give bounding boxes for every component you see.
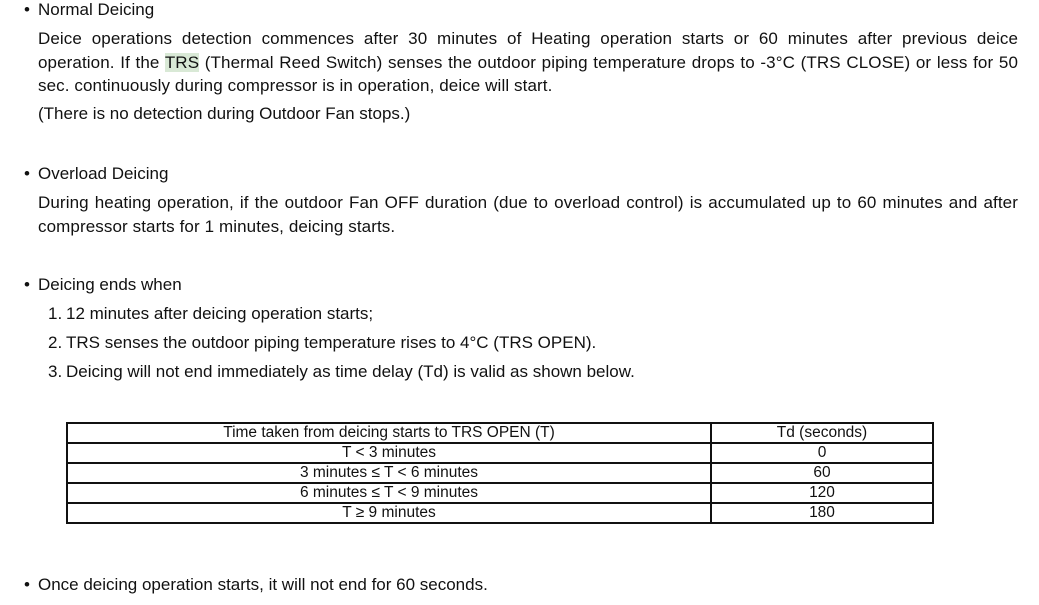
bullet-icon: • bbox=[24, 0, 30, 19]
table-cell: T ≥ 9 minutes bbox=[67, 503, 711, 523]
table-row bbox=[67, 503, 933, 523]
heading-text: Overload Deicing bbox=[38, 164, 169, 183]
bullet-icon: • bbox=[24, 164, 30, 183]
table-cell: 3 minutes ≤ T < 6 minutes bbox=[67, 463, 711, 483]
overload-deicing-paragraph: During heating operation, if the outdoor Fan OFF duration (due to overload control) is accumulated up to 60 minutes and after compressor starts for 1 minutes, deicing starts. bbox=[38, 193, 1018, 236]
list-text: 12 minutes after deicing operation starts; bbox=[66, 304, 374, 323]
time-delay-table bbox=[66, 422, 934, 524]
list-number: 2. bbox=[48, 333, 63, 352]
table-row bbox=[67, 483, 933, 503]
table-cell: 6 minutes ≤ T < 9 minutes bbox=[67, 483, 711, 503]
bullet-icon: • bbox=[24, 575, 30, 594]
table-cell: 0 bbox=[711, 443, 933, 463]
heading-text: Deicing ends when bbox=[38, 275, 182, 294]
list-item bbox=[48, 304, 373, 324]
list-number: 1. bbox=[48, 304, 63, 323]
section-heading-deicing-ends bbox=[24, 275, 182, 295]
table-header-cell: Td (seconds) bbox=[711, 423, 933, 443]
table-header-cell: Time taken from deicing starts to TRS OPEN (T) bbox=[67, 423, 711, 443]
once-started-note bbox=[24, 575, 488, 595]
list-number: 3. bbox=[48, 362, 63, 381]
list-text: Deicing will not end immediately as time delay (Td) is valid as shown below. bbox=[66, 362, 635, 381]
normal-deicing-note: (There is no detection during Outdoor Fan stops.) bbox=[38, 104, 411, 123]
table-cell: 120 bbox=[711, 483, 933, 503]
list-text: TRS senses the outdoor piping temperature rises to 4°C (TRS OPEN). bbox=[66, 333, 597, 352]
heading-text: Normal Deicing bbox=[38, 0, 155, 19]
section-heading-normal-deicing bbox=[24, 0, 154, 20]
table-row bbox=[67, 463, 933, 483]
table-cell: T < 3 minutes bbox=[67, 443, 711, 463]
list-item bbox=[48, 333, 596, 353]
note-text: Once deicing operation starts, it will not end for 60 seconds. bbox=[38, 575, 488, 594]
table-header-row bbox=[67, 423, 933, 443]
normal-deicing-paragraph bbox=[38, 27, 1018, 98]
paragraph-text-pre: Deice operations detection commences after 30 minutes of Heating operation starts or 60 minutes after previous deice operation. If the bbox=[38, 29, 1018, 72]
table-cell: 60 bbox=[711, 463, 933, 483]
section-heading-overload-deicing bbox=[24, 164, 168, 184]
table-cell: 180 bbox=[711, 503, 933, 523]
list-item bbox=[48, 362, 635, 382]
trs-highlight: TRS bbox=[164, 52, 200, 72]
paragraph-text-post: (Thermal Reed Switch) senses the outdoor piping temperature drops to -3°C (TRS CLOSE) or less for 50 sec. continuously during compressor is in operation, deice will start. bbox=[38, 52, 1018, 95]
table-row bbox=[67, 443, 933, 463]
bullet-icon: • bbox=[24, 275, 30, 294]
